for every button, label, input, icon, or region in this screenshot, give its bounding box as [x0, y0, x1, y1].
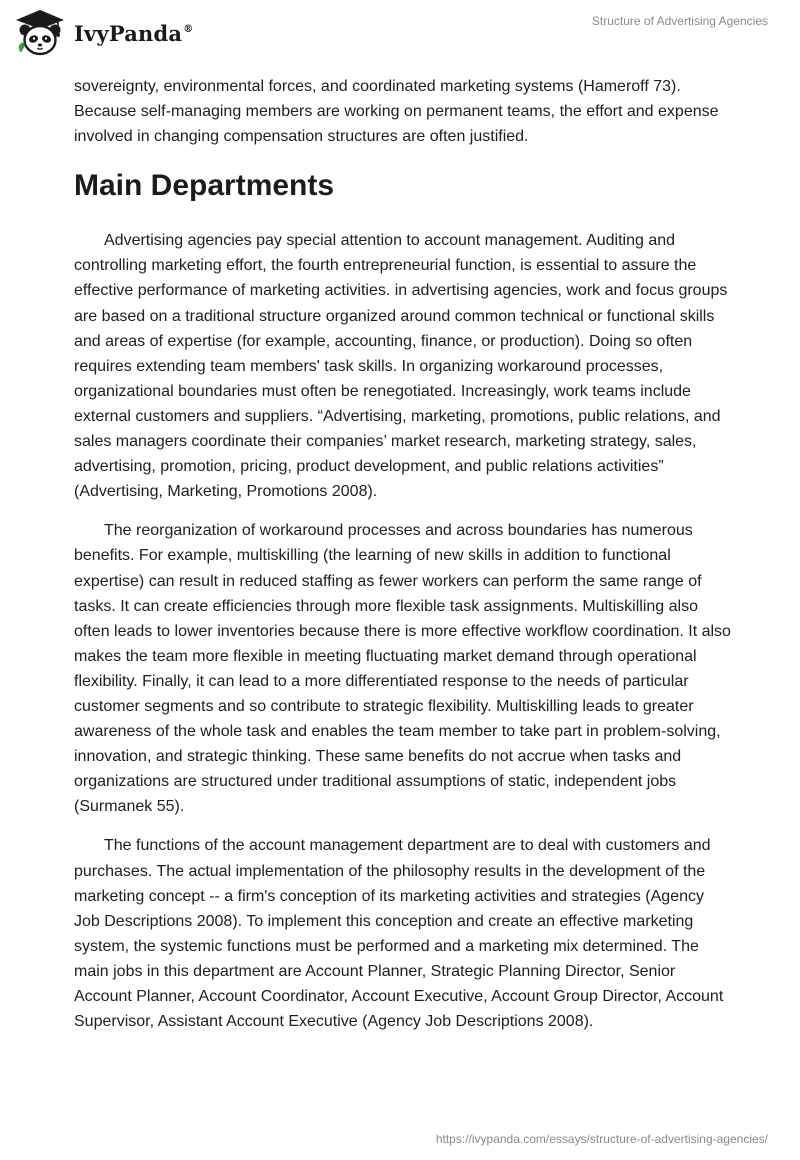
body-paragraph: The functions of the account management department are to deal with customers and purchases. The actual implementation of the philosophy results in the development of the marketing concept -- a firm's conception of its marketing activities and strategies (Agency Job Descriptions 2008). To implement this conception and create an effective marketing system, the systemic functions must be performed and a marketing mix determined. The main jobs in this department are Account Planner, Strategic Planning Director, Senior Account Planner, Account Coordinator, Account Executive, Account Group Director, Account Supervisor, Assistant Account Executive (Agency Job Descriptions 2008).	[74, 837, 724, 1031]
intro-paragraph: sovereignty, environmental forces, and coordinated marketing systems (Hameroff 73). Because self-managing members are working on permanent teams, the effort and expense involved in changing compensation structures are often justified.	[74, 78, 719, 146]
body-paragraph: The reorganization of workaround processes and across boundaries has numerous benefits. For example, multiskilling (the learning of new skills in addition to functional expertise) can result in reduced staffing as fewer workers can perform the same range of tasks. It can create efficiencies through more flexible task assignments. Multiskilling also often leads to lower inventories because there is more effective workflow coordination. It also makes the team more flexible in meeting fluctuating market demand through operational flexibility. Finally, it can lead to a more differentiated response to the needs of particular customer segments and so contribute to strategic flexibility. Multiskilling leads to greater awareness of the whole task and enables the team member to take part in problem-solving, innovation, and strategic thinking. These same benefits do not accrue when tasks and organizations are structured under traditional assumptions of static, independent jobs (Surmanek 55).	[74, 522, 731, 816]
logo-wordmark	[74, 21, 193, 46]
registered-mark: ®	[183, 23, 194, 35]
page-header	[0, 0, 800, 70]
running-title: Structure of Advertising Agencies	[591, 14, 768, 28]
ivypanda-logo[interactable]	[12, 8, 193, 58]
logo-text: IvyPanda	[74, 20, 183, 46]
source-url-link[interactable]: https://ivypanda.com/essays/structure-of-advertising-agencies/	[435, 1132, 768, 1146]
essay-content	[74, 74, 734, 1048]
panda-graduate-icon	[12, 8, 68, 58]
body-paragraph: Advertising agencies pay special attention to account management. Auditing and controlling marketing effort, the fourth entrepreneurial function, is essential to assure the effective performance of marketing activities. in advertising agencies, work and focus groups are based on a traditional structure organized around common technical or functional skills and areas of expertise (for example, accounting, finance, or production). Doing so often requires extending team members' task skills. In organizing workaround processes, organizational boundaries must often be renegotiated. Increasingly, work teams include external customers and suppliers. “Advertising, marketing, promotions, public relations, and sales managers coordinate their companies’ market research, marketing strategy, sales, advertising, promotion, pricing, product development, and public relations activities” (Advertising, Marketing, Promotions 2008).	[74, 232, 728, 501]
section-heading: Main Departments	[74, 169, 335, 203]
